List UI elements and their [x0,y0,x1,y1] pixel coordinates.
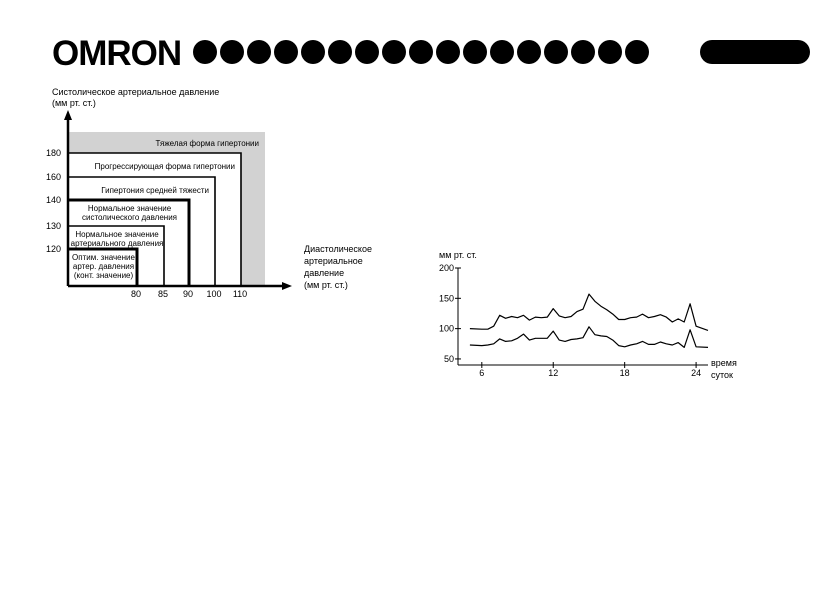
c1-y-tick-label: 130 [46,221,62,231]
zone-label: Нормальное значение [75,230,159,239]
c1-xlabel-line2: артериальное [304,256,363,266]
zone-label: Оптим. значение [72,253,135,262]
c1-xlabel-line4: (мм рт. ст.) [304,280,348,290]
c2-xlabel-line2: суток [711,370,733,380]
c2-x-tick-label: 6 [479,368,485,378]
zone-label: систолического давления [81,213,178,222]
diastolic-line [470,327,708,348]
omron-logo: OMRON [52,34,182,73]
c2-ylabel: мм рт. ст. [439,250,477,260]
c2-y-tick-label: 150 [438,293,454,304]
c1-x-tick-label: 90 [182,289,194,299]
c1-xlabel-line1: Диастолическое [304,244,372,254]
c1-x-tick-label: 80 [130,289,142,299]
c1-x-tick-label: 85 [157,289,169,299]
c2-x-tick-label: 18 [619,368,630,378]
zone-label: артер. давления [72,262,135,271]
c2-y-tick-label: 50 [443,353,454,364]
zone-label: (конт. значение) [73,271,134,280]
c1-y-tick-label: 180 [46,148,62,158]
zone-label: Гипертония средней тяжести [101,186,209,195]
zone-label: Нормальное значение [87,204,172,213]
c1-ylabel-line1: Систолическое артериальное давление [52,87,220,97]
c1-y-tick-label: 140 [46,195,62,205]
c2-y-tick-label: 100 [438,323,454,334]
systolic-line [470,294,708,330]
c2-y-tick-label: 200 [438,263,454,273]
c1-y-tick-label: 160 [46,172,62,182]
c1-ylabel-line2: (мм рт. ст.) [52,98,96,108]
c2-x-tick-label: 24 [691,368,702,378]
c1-y-tick-label: 120 [46,244,62,254]
zone-label: Тяжелая форма гипертонии [155,139,259,148]
zone-label: Прогрессирующая форма гипертонии [94,162,235,171]
c2-xlabel-line1: время [711,358,737,368]
c1-x-tick-label: 100 [206,289,222,299]
zone-label: артериального давления [70,239,164,248]
c1-x-tick-label: 110 [232,289,248,299]
c1-xlabel-line3: давление [304,268,345,278]
c2-x-tick-label: 12 [548,368,559,378]
